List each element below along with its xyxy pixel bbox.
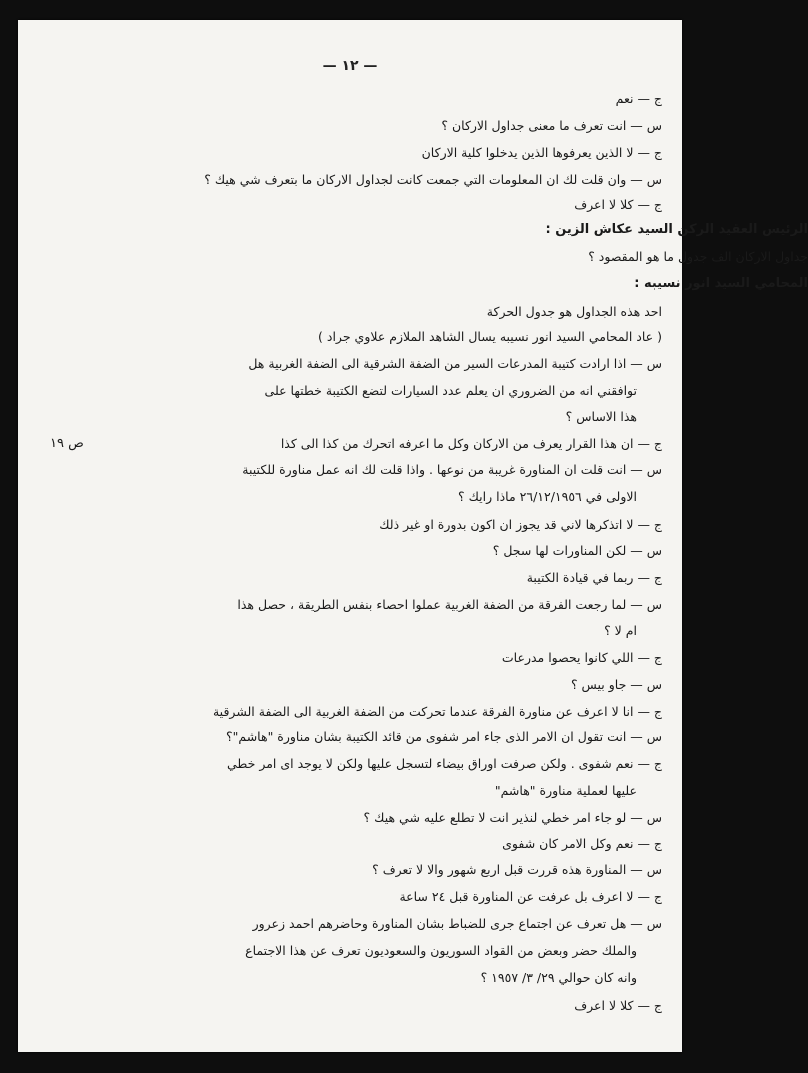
transcript-line: ج — ان هذا القرار يعرف من الاركان وكل ما اعرفه اتحرك من كذا الى كذا [280, 436, 662, 451]
transcript-line: احد هذه الجداول هو جدول الحركة [486, 304, 662, 319]
transcript-line: س — وان قلت لك ان المعلومات التي جمعت كانت لجداول الاركان ما بتعرف شي هيك ؟ [204, 172, 662, 187]
margin-page-reference: ص ١٩ [50, 436, 84, 451]
transcript-line: ج — لا الذين يعرفوها الذين يدخلوا كلية الاركان [421, 145, 662, 160]
transcript-line: هذا الاساس ؟ [565, 409, 637, 424]
transcript-line: عليها لعملية مناورة "هاشم" [494, 783, 637, 798]
transcript-line: ج — نعم وكل الامر كان شفوى [502, 836, 662, 851]
transcript-line: س — انت تعرف ما معنى جداول الاركان ؟ [441, 118, 662, 133]
transcript-line: س — لو جاء امر خطي لنذير انت لا تطلع عليه شي هيك ؟ [363, 810, 662, 825]
page-number: — ١٢ — [322, 58, 378, 74]
transcript-line: ج — اللي كانوا يحصوا مدرعات [501, 650, 662, 665]
transcript-line: س — لما رجعت الفرقة من الضفة الغربية عملوا احصاء بنفس الطريقة ، حصل هذا [237, 597, 662, 612]
transcript-line: جداول الاركان الف جدول ما هو المقصود ؟ [588, 249, 808, 264]
transcript-line: ج — لا اعرف بل عرفت عن المناورة قبل ٢٤ ساعة [399, 889, 662, 904]
transcript-line: ج — ربما في قيادة الكتيبة [526, 570, 662, 585]
transcript-line: ج — نعم شفوى . ولكن صرفت اوراق بيضاء لتسجل عليها ولكن لا يوجد اى امر خطي [226, 756, 662, 771]
transcript-line: الاولى في ٢٦/١٢/١٩٥٦ ماذا رايك ؟ [458, 489, 637, 504]
document-page [18, 20, 808, 1052]
transcript-line: والملك حضر وبعض من القواد السوريون والسعوديون تعرف عن هذا الاجتماع [245, 943, 637, 958]
transcript-line: ج — لا اتذكرها لاني قد يجوز ان اكون بدورة او غير ذلك [379, 517, 662, 532]
transcript-line: توافقني انه من الضروري ان يعلم عدد السيارات لتضع الكتيبة خطتها على [264, 383, 637, 398]
transcript-line: ( عاد المحامي السيد انور نسيبه يسال الشاهد الملازم علاوي جراد ) [318, 329, 662, 344]
transcript-line: ام لا ؟ [604, 623, 637, 638]
transcript-line: المحامي السيد انور نسيبه : [634, 276, 808, 291]
transcript-line: الرئيس العقيد الركن السيد عكاش الزين : [545, 222, 808, 237]
transcript-line: ج — كلا لا اعرف [574, 998, 662, 1013]
transcript-line: ج — نعم [615, 91, 662, 106]
transcript-line: س — انت تقول ان الامر الذى جاء امر شفوى من قائد الكتيبة بشان مناورة "هاشم"؟ [226, 729, 662, 744]
transcript-line: ج — كلا لا اعرف [574, 197, 662, 212]
transcript-line: وانه كان حوالي ٢٩/ ٣/ ١٩٥٧ ؟ [480, 970, 637, 985]
transcript-line: س — جاو بيس ؟ [570, 677, 662, 692]
transcript-line: ج — انا لا اعرف عن مناورة الفرقة عندما تحركت من الضفة الغربية الى الضفة الشرقية [212, 704, 662, 719]
transcript-line: س — المناورة هذه قررت قبل اربع شهور والا لا تعرف ؟ [372, 862, 662, 877]
transcript-line: س — هل تعرف عن اجتماع جرى للضباط بشان المناورة وحاضرهم احمد زعرور [252, 916, 662, 931]
transcript-line: س — اذا ارادت كتيبة المدرعات السير من الضفة الشرقية الى الضفة الغربية هل [248, 356, 662, 371]
transcript-line: س — انت قلت ان المناورة غريبة من نوعها . واذا قلت لك انه عمل مناورة للكتيبة [242, 462, 662, 477]
transcript-line: س — لكن المناورات لها سجل ؟ [492, 543, 662, 558]
